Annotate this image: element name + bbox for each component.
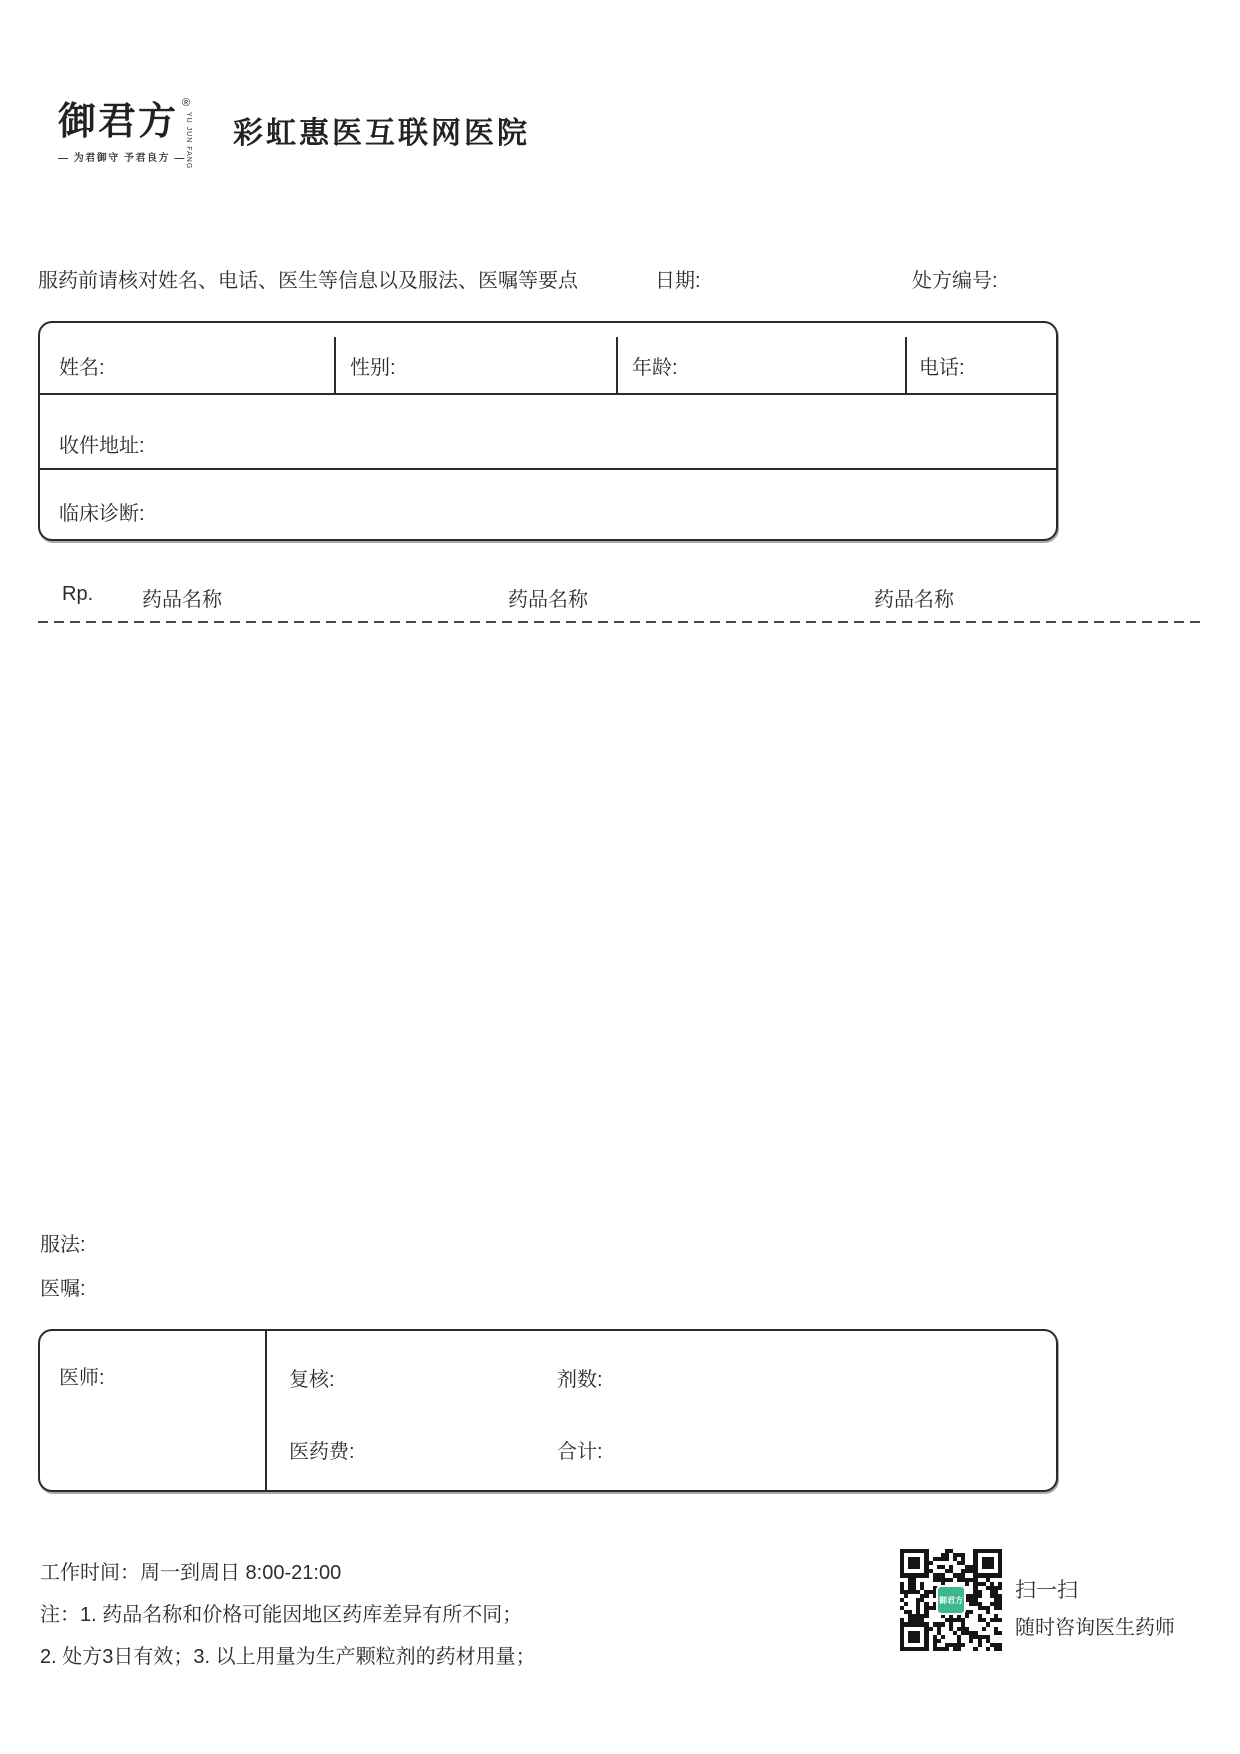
working-hours: 工作时间：周一到周日 8:00-21:00 <box>40 1562 342 1584</box>
verification-notice: 服药前请核对姓名、电话、医生等信息以及服法、医嘱等要点 <box>38 270 578 292</box>
brand-logo-text: 御君方 <box>58 98 179 143</box>
medicine-fee-label: 医药费: <box>289 1441 355 1463</box>
name-label: 姓名: <box>59 357 105 379</box>
physician-review-divider <box>265 1331 267 1490</box>
drug-name-column-header: 药品名称 <box>874 589 954 611</box>
hospital-name: 彩虹惠医互联网医院 <box>233 117 530 150</box>
note-line-2: 2. 处方3日有效；3. 以上用量为生产颗粒剂的药材用量； <box>40 1646 536 1668</box>
prescription-number-label: 处方编号: <box>912 270 998 292</box>
gender-age-divider <box>616 337 618 393</box>
brand-tagline: — 为君御守 予君良方 — <box>58 153 186 164</box>
signature-box <box>38 1329 1058 1492</box>
qr-center-logo <box>936 1585 966 1615</box>
row-divider-top <box>40 393 1056 395</box>
physician-label: 医师: <box>59 1367 105 1389</box>
age-label: 年龄: <box>632 357 678 379</box>
drug-name-column-header: 药品名称 <box>142 589 222 611</box>
dashed-divider <box>38 621 1205 623</box>
name-gender-divider <box>334 337 336 393</box>
review-label: 复核: <box>289 1369 335 1391</box>
date-label: 日期: <box>655 270 701 292</box>
usage-label: 服法: <box>40 1234 86 1256</box>
age-phone-divider <box>905 337 907 393</box>
note-line-1: 注：1. 药品名称和价格可能因地区药库差异有所不同； <box>40 1604 523 1626</box>
registered-trademark-icon: ® <box>182 97 191 109</box>
doses-label: 剂数: <box>557 1369 603 1391</box>
phone-label: 电话: <box>919 357 965 379</box>
rp-label: Rp. <box>62 583 94 605</box>
address-label: 收件地址: <box>59 435 145 457</box>
scan-subtitle: 随时咨询医生药师 <box>1015 1617 1175 1639</box>
scan-title: 扫一扫 <box>1015 1579 1078 1602</box>
patient-info-box <box>38 321 1058 541</box>
row-divider-bottom <box>40 468 1056 470</box>
qr-center-logo-text: 御君方 <box>939 1595 963 1605</box>
gender-label: 性别: <box>350 357 396 379</box>
brand-logo-pinyin: YU JUN FANG <box>185 112 192 170</box>
doctor-advice-label: 医嘱: <box>40 1278 86 1300</box>
diagnosis-label: 临床诊断: <box>59 503 145 525</box>
total-label: 合计: <box>557 1441 603 1463</box>
drug-name-column-header: 药品名称 <box>508 589 588 611</box>
